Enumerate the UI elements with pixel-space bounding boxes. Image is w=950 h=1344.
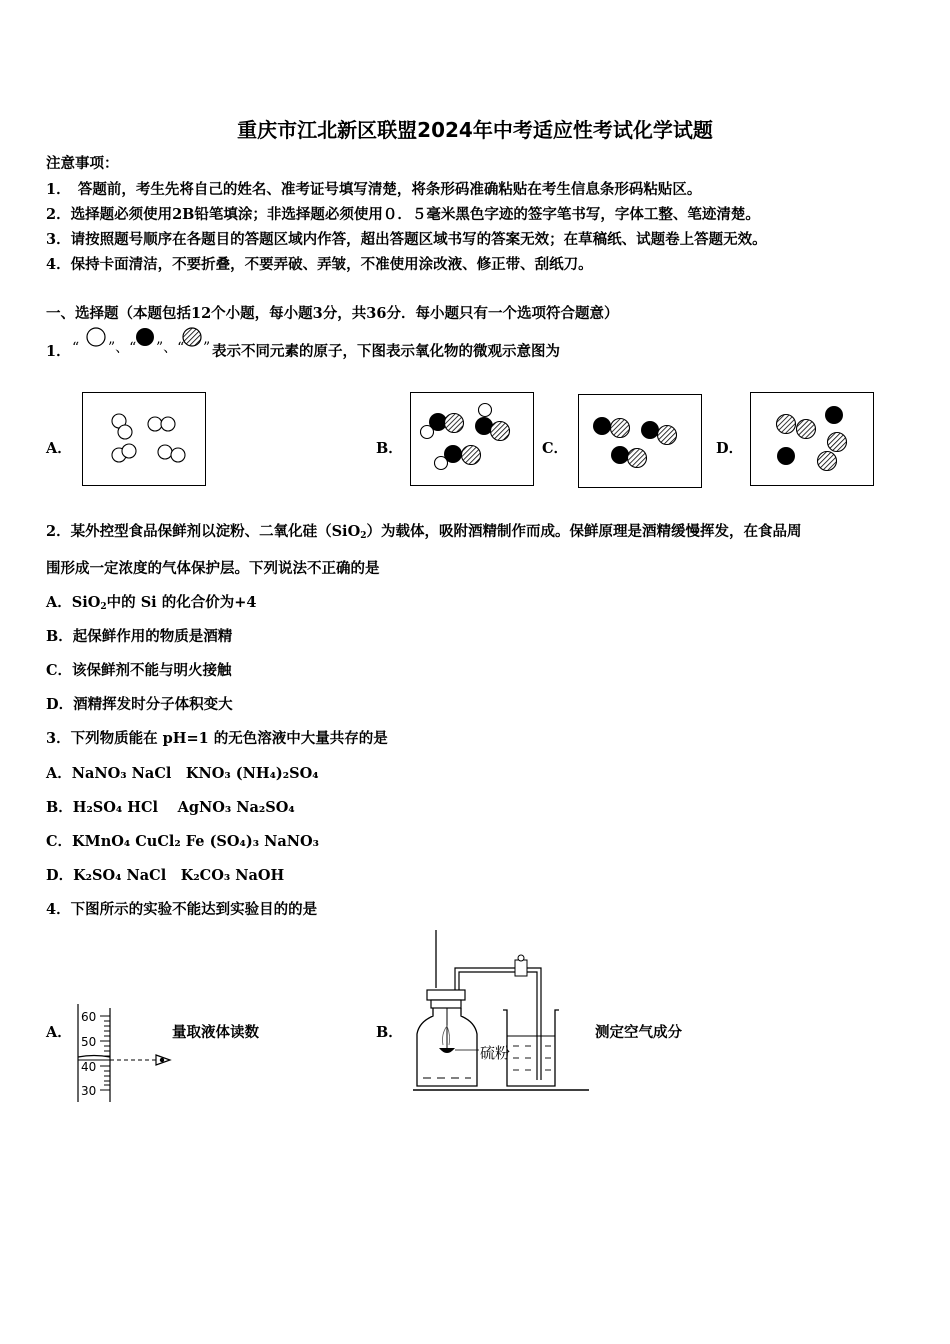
svg-text:”、“: ”、“ [156, 340, 185, 356]
tick-label: 50 [81, 1035, 97, 1049]
svg-text:”: ” [203, 340, 211, 356]
tick-label: 40 [81, 1060, 97, 1074]
svg-text:”、“: ”、“ [108, 340, 137, 356]
sulfur-label: 硫粉 [480, 1044, 511, 1062]
section-heading: 一、选择题（本题包括12个小题，每小题3分，共36分．每小题只有一个选项符合题意） [46, 305, 619, 322]
atom-legend [70, 326, 210, 354]
q4-option-b-label: B． [376, 1024, 403, 1041]
q3-option-a: A．NaNO₃ NaCl KNO₃ (NH₄)₂SO₄ [46, 765, 319, 782]
notice-item: 3．请按照题号顺序在各题目的答题区域内作答，超出答题区域书写的答案无效；在草稿纸、试题卷上答题无效。 [46, 231, 767, 248]
q1-option-b-label: B． [376, 440, 403, 457]
tick-label: 30 [81, 1084, 97, 1098]
q4-option-b-caption: 测定空气成分 [595, 1024, 682, 1041]
q1-option-d-label: D． [716, 440, 744, 457]
q2-option-c: C．该保鲜剂不能与明火接触 [46, 662, 232, 679]
q1-diagram-d [750, 392, 874, 486]
q3-stem: 3．下列物质能在 pH=1 的无色溶液中大量共存的是 [46, 730, 388, 747]
page-title: 重庆市江北新区联盟2024年中考适应性考试化学试题 [237, 118, 713, 142]
air-composition-apparatus [405, 930, 600, 1098]
q1-option-c-label: C． [542, 440, 569, 457]
q4-option-a-caption: 量取液体读数 [172, 1024, 259, 1041]
q2-stem-line1: 2．某外控型食品保鲜剂以淀粉、二氧化硅（SiO$_2$）为载体，吸附酒精制作而成。保鲜原理是酒精缓慢挥发，在食品周 [46, 523, 802, 541]
q2-option-d: D．酒精挥发时分子体积变大 [46, 696, 233, 713]
notice-heading: 注意事项： [46, 155, 119, 172]
tick-label: 60 [81, 1010, 97, 1024]
q4-option-a-label: A． [46, 1024, 72, 1041]
notice-item: 1． 答题前，考生先将自己的姓名、准考证号填写清楚，将条形码准确粘贴在考生信息条形码粘贴区。 [46, 181, 702, 198]
svg-text:“: “ [72, 340, 80, 356]
q1-option-a-label: A． [46, 440, 72, 457]
q1-diagram-a [82, 392, 206, 486]
notice-item: 2．选择题必须使用2B铅笔填涂；非选择题必须使用０．５毫米黑色字迹的签字笔书写，字体工整、笔迹清楚。 [46, 206, 760, 223]
q3-option-d: D．K₂SO₄ NaCl K₂CO₃ NaOH [46, 867, 285, 884]
q4-stem: 4．下图所示的实验不能达到实验目的的是 [46, 901, 318, 918]
q3-option-c: C．KMnO₄ CuCl₂ Fe (SO₄)₃ NaNO₃ [46, 833, 320, 850]
q1-number: 1． [46, 343, 71, 360]
notice-item: 4．保持卡面清洁，不要折叠，不要弄破、弄皱，不准使用涂改液、修正带、刮纸刀。 [46, 256, 593, 273]
q1-diagram-b [410, 392, 534, 486]
q3-option-b: B．H₂SO₄ HCl AgNO₃ Na₂SO₄ [46, 799, 295, 816]
q1-stem: 表示不同元素的原子，下图表示氧化物的微观示意图为 [212, 343, 560, 360]
q2-stem-line2: 围形成一定浓度的气体保护层。下列说法不正确的是 [46, 560, 380, 577]
q1-diagram-c [578, 394, 702, 488]
q2-option-a: A．SiO$_2$中的 Si 的化合价为+4 [46, 594, 257, 612]
graduated-cylinder-diagram [70, 1004, 180, 1104]
q2-option-b: B．起保鲜作用的物质是酒精 [46, 628, 233, 645]
